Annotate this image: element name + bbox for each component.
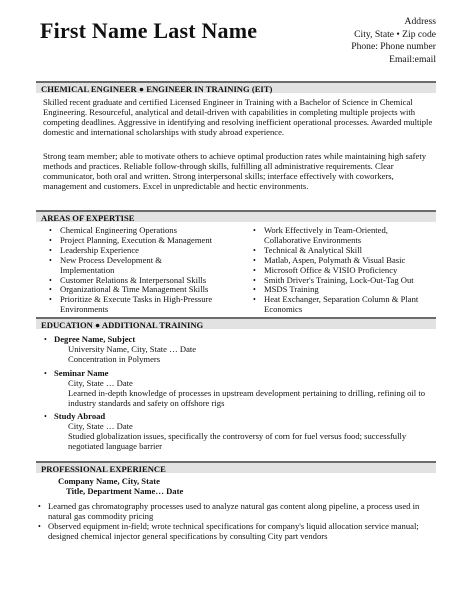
bullet-icon: • bbox=[253, 295, 256, 305]
education-entry bbox=[44, 334, 434, 365]
education-title: Seminar Name bbox=[54, 368, 109, 378]
bullet-icon: • bbox=[253, 226, 256, 235]
education-line: Studied globalization issues, specifically the controversy of corn for fuel versus food; successfully negotiated language barrier bbox=[68, 430, 407, 451]
job-bullet-list bbox=[36, 502, 436, 542]
bullet-icon: • bbox=[44, 369, 47, 378]
education-line: Learned in-depth knowledge of processes in upstream development pertaining to drilling, refining oil to industry standards and safety on offshore rigs bbox=[68, 387, 426, 408]
education-entry bbox=[44, 411, 434, 452]
section-heading-experience: PROFESSIONAL EXPERIENCE bbox=[36, 461, 436, 473]
expertise-item: • Chemical Engineering Operations bbox=[49, 225, 177, 235]
expertise-item: • Organizational & Time Management Skills bbox=[49, 284, 209, 295]
job-company: Company Name, City, State bbox=[58, 476, 160, 486]
candidate-name: First Name Last Name bbox=[40, 18, 258, 43]
expertise-item: • Heat Exchanger, Separation Column & Plant Economics bbox=[253, 294, 419, 315]
summary-paragraph-1: Skilled recent graduate and certified Licensed Engineer in Training with a Bachelor of Science in Chemical Engineering. Resourceful, analytical and detail-driven with capabilities in completing multiple projects with competing deadlines. Aggressive in identifying and resolving inefficient operational processes. Awarded multiple domestic and international scholarships with study abroad experience. bbox=[43, 97, 433, 137]
contact-email: Email:email bbox=[389, 53, 436, 65]
bullet-icon: • bbox=[49, 275, 52, 285]
expertise-item: • Microsoft Office & VISIO Proficiency bbox=[253, 264, 398, 275]
bullet-icon: • bbox=[49, 226, 52, 235]
summary-paragraph-2: Strong team member; able to motivate others to achieve optimal production rates while maintaining high safety methods and practices. Reliable follow-through skills, fulfilling all administrative requirements. Clear communicator, both oral and written. Strong interpersonal skills; interface effectively with coworkers, management and customers. Excel in unpredictable and hectic environments. bbox=[43, 151, 427, 191]
bullet-icon: • bbox=[49, 245, 52, 255]
expertise-item: • Prioritize & Execute Tasks in High-Pressure Environments bbox=[49, 294, 213, 315]
education-line: Concentration in Polymers bbox=[68, 353, 161, 364]
contact-phone: Phone: Phone number bbox=[351, 41, 436, 53]
expertise-item: • Smith Driver's Training, Lock-Out-Tag Out bbox=[253, 274, 414, 285]
education-line: City, State … Date bbox=[68, 420, 133, 431]
bullet-icon: • bbox=[49, 255, 52, 265]
contact-address: Address bbox=[404, 16, 436, 27]
bullet-icon: • bbox=[253, 245, 256, 255]
expertise-item: • Work Effectively in Team-Oriented, Collaborative Environments bbox=[253, 225, 388, 245]
education-title: Degree Name, Subject bbox=[54, 334, 136, 344]
bullet-icon: • bbox=[38, 502, 41, 511]
section-heading-education: EDUCATION ● ADDITIONAL TRAINING bbox=[36, 317, 436, 329]
job-bullet: • Observed equipment in-field; wrote technical specifications for company's liquid allocation service manual; designed chemical injector general specifications by consulting City part vendors bbox=[38, 520, 419, 541]
education-line: University Name, City, State … Date bbox=[68, 343, 197, 354]
job-title: Title, Department Name… Date bbox=[66, 486, 184, 496]
job-bullet: • Learned gas chromatography processes used to analyze natural gas content along pipeline, a process used in natural gas commodity pricing bbox=[38, 501, 420, 521]
section-heading-title: CHEMICAL ENGINEER ● ENGINEER IN TRAINING (EIT) bbox=[36, 81, 436, 93]
bullet-icon: • bbox=[44, 412, 47, 421]
education-entry bbox=[44, 368, 434, 409]
bullet-icon: • bbox=[253, 285, 256, 295]
bullet-icon: • bbox=[49, 235, 52, 245]
expertise-left-column bbox=[48, 226, 238, 315]
expertise-item: • Customer Relations & Interpersonal Skills bbox=[49, 274, 207, 285]
education-line: City, State … Date bbox=[68, 377, 133, 388]
bullet-icon: • bbox=[49, 285, 52, 295]
expertise-item: • Technical & Analytical Skill bbox=[253, 244, 362, 255]
bullet-icon: • bbox=[253, 265, 256, 275]
expertise-right-column bbox=[252, 226, 436, 315]
contact-city-state-zip: City, State • Zip code bbox=[354, 28, 436, 40]
expertise-item: • Leadership Experience bbox=[49, 244, 139, 255]
education-title: Study Abroad bbox=[54, 411, 106, 421]
bullet-icon: • bbox=[253, 255, 256, 265]
contact-block bbox=[351, 16, 436, 66]
section-heading-expertise: AREAS OF EXPERTISE bbox=[36, 210, 436, 222]
expertise-item: • MSDS Training bbox=[253, 284, 319, 295]
bullet-icon: • bbox=[253, 275, 256, 285]
bullet-icon: • bbox=[49, 295, 52, 305]
bullet-icon: • bbox=[38, 521, 41, 531]
expertise-item: • New Process Development & Implementation bbox=[49, 254, 162, 275]
bullet-icon: • bbox=[44, 335, 47, 344]
expertise-item: • Matlab, Aspen, Polymath & Visual Basic bbox=[253, 254, 406, 265]
expertise-item: • Project Planning, Execution & Management bbox=[49, 234, 213, 245]
